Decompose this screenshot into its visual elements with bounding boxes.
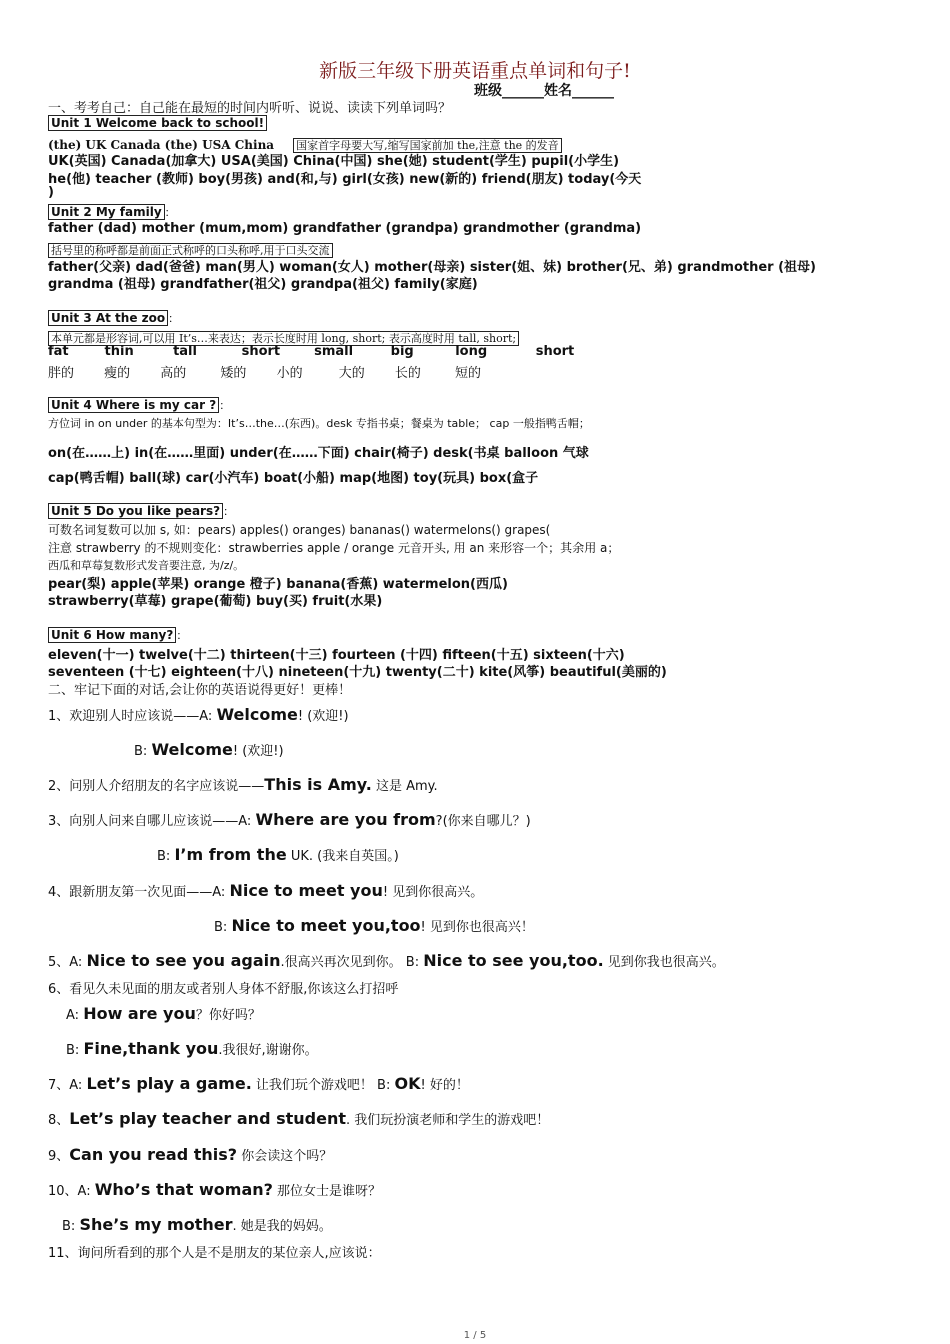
dialog-2-english: This is Amy. [264,775,372,794]
unit4-colon: ： [219,399,231,412]
unit3-title: Unit 3 At the zoo [48,310,168,326]
dialog-6a [66,1004,261,1023]
dialog-7-prefix: 7、A: [48,1078,87,1093]
adj-meaning: 高的 [160,366,187,381]
dialog-1a-prefix: 1、欢迎别人时应该说——A: [48,709,217,724]
unit2-words-2: grandma (祖母) grandfather(祖父) grandpa(祖父) family(家庭) [48,277,478,292]
unit6-colon: ： [176,629,188,642]
dialog-1a-suffix: ! (欢迎!) [297,709,349,724]
dialog-3a-english: Where are you from [255,810,436,829]
dialog-1a [48,705,349,724]
dialog-4b [214,916,534,935]
unit3-colon: ： [168,312,180,325]
adj-meaning: 小的 [276,366,303,381]
dialog-3b-suffix: UK. (我来自英国。) [286,849,399,864]
dialog-3a-suffix: ?(你来自哪儿？) [435,814,531,829]
dialog-6b [66,1039,318,1058]
dialog-6a-prefix: A: [66,1008,84,1023]
dialog-3a-prefix: 3、向别人问来自哪儿应该说——A: [48,814,256,829]
unit1-note: 国家首字母要大写,缩写国家前加 the,注意 the 的发音 [293,138,562,153]
dialog-4a-prefix: 4、跟新朋友第一次见面——A: [48,885,230,900]
dialog-8 [48,1109,549,1128]
dialog-6a-suffix: ？你好吗？ [195,1008,261,1023]
dialog-4b-suffix: ! 见到你也很高兴！ [420,920,534,935]
page-number: 1 / 5 [463,1330,487,1341]
unit3-meanings [48,362,481,381]
unit1-words-2: he(他) teacher (教师) boy(男孩) and(和,与) girl(女孩) new(新的) friend(朋友) today(今天 [48,172,642,187]
unit6-title: Unit 6 How many? [48,627,176,643]
unit3-adjectives [48,344,574,359]
dialog-7 [48,1074,469,1093]
dialog-3b-english: I’m from the [174,845,287,864]
dialog-4a-suffix: ! 见到你很高兴。 [382,885,484,900]
dialog-5-suffix: 见到你我也很高兴。 [603,955,725,970]
adj-meaning: 短的 [454,366,481,381]
dialog-8-prefix: 8、 [48,1113,70,1128]
part1-heading: 一、考考自己：自己能在最短的时间内听听、说说、读读下列单词吗？ [48,101,452,116]
unit1-words-3: ) [48,185,54,200]
dialog-10a-english: Who’s that woman? [94,1180,273,1199]
unit5-words-2: strawberry(草莓) grape(葡萄) buy(买) fruit(水果) [48,594,383,609]
unit3-note: 本单元都是形容词,可以用 It’s…来表达；表示长度时用 long, short; 表示高度时用 tall, short; [48,331,519,346]
dialog-2 [48,775,438,794]
adj-word: short [535,344,575,359]
unit1-title: Unit 1 Welcome back to school! [48,115,267,131]
dialog-6-text: 6、看见久未见面的朋友或者别人身体不舒服,你该这么打招呼 [48,982,399,997]
unit2-title: Unit 2 My family [48,204,165,220]
adj-meaning: 矮的 [220,366,247,381]
adj-word: small [314,344,354,359]
adj-word: big [390,344,414,359]
dialog-9-suffix: 你会读这个吗？ [237,1149,333,1164]
page-title: 新版三年级下册英语重点单词和句子! [319,60,631,82]
part2-heading: 二、牢记下面的对话,会让你的英语说得更好！更棒！ [48,683,352,698]
dialog-6b-prefix: B: [66,1043,84,1058]
dialog-10b [62,1215,332,1234]
unit5-colon: ： [223,505,235,518]
unit1-words-1: UK(英国) Canada(加拿大) USA(美国) China(中国) she(她) student(学生) pupil(小学生) [48,154,620,169]
dialog-4b-prefix: B: [214,920,232,935]
dialog-9-prefix: 9、 [48,1149,70,1164]
adj-meaning: 长的 [394,366,421,381]
dialog-5-middle: .很高兴再次见到你。 B: [280,955,424,970]
dialog-5-prefix: 5、A: [48,955,87,970]
dialog-9 [48,1145,332,1164]
dialog-7-english-b: OK [394,1074,421,1093]
dialog-2-prefix: 2、问别人介绍朋友的名字应该说—— [48,779,265,794]
adj-word: thin [104,344,134,359]
unit5-note-2: 注意 strawberry 的不规则变化：strawberries apple / orange 元音开头, 用 an 来形容一个；其余用 a； [48,541,620,555]
dialog-7-english-a: Let’s play a game. [86,1074,252,1093]
unit5-words-1: pear(梨) apple(苹果) orange 橙子) banana(香蕉) watermelon(西瓜) [48,577,508,592]
unit4-words-2: cap(鸭舌帽) ball(球) car(小汽车) boat(小船) map(地图) toy(玩具) box(盒子 [48,471,539,486]
unit4-note: 方位词 in on under 的基本句型为：It’s…the…(东西)。desk 专指书桌；餐桌为 table； cap 一般指鸭舌帽； [48,417,590,430]
dialog-1a-english: Welcome [216,705,298,724]
dialog-3a [48,810,531,829]
unit6-words-2: seventeen (十七) eighteen(十八) nineteen(十九) twenty(二十) kite(风筝) beautiful(美丽的) [48,665,667,680]
dialog-4b-english: Nice to meet you,too [231,916,421,935]
unit5-note-3: 西瓜和草莓复数形式发音要注意, 为/z/。 [48,559,245,572]
dialog-7-middle: 让我们玩个游戏吧！ B: [251,1078,395,1093]
class-name-line: 班级______姓名______ [474,83,614,99]
adj-meaning: 大的 [338,366,365,381]
unit5-title: Unit 5 Do you like pears? [48,503,223,519]
dialog-10b-english: She’s my mother [79,1215,233,1234]
unit2-colon: ： [164,206,176,219]
dialog-1b [134,740,284,759]
dialog-10a-prefix: 10、A: [48,1184,95,1199]
dialog-6a-english: How are you [83,1004,196,1023]
dialog-2-suffix: 这是 Amy. [371,779,438,794]
dialog-11-text: 11、询问所看到的那个人是不是朋友的某位亲人,应该说： [48,1246,381,1261]
dialog-5 [48,951,725,970]
adj-word: tall [173,344,197,359]
dialog-8-english: Let’s play teacher and student [69,1109,346,1128]
dialog-5-english-b: Nice to see you,too. [423,951,604,970]
dialog-1b-suffix: ! (欢迎!) [232,744,284,759]
unit2-pairs: father (dad) mother (mum,mom) grandfather (grandpa) grandmother (grandma) [48,221,642,236]
dialog-10a [48,1180,381,1199]
dialog-9-english: Can you read this? [69,1145,238,1164]
adj-meaning: 瘦的 [104,366,131,381]
adj-word: fat [48,344,69,359]
adj-meaning: 胖的 [48,366,75,381]
adj-word: short [241,344,281,359]
dialog-1b-english: Welcome [151,740,233,759]
dialog-10b-prefix: B: [62,1219,80,1234]
dialog-4a [48,881,483,900]
unit2-words-1: father(父亲) dad(爸爸) man(男人) woman(女人) mother(母亲) sister(姐、妹) brother(兄、弟) grandmother (祖母) [48,260,816,275]
dialog-8-suffix: . 我们玩扮演老师和学生的游戏吧！ [346,1113,550,1128]
unit5-note-1: 可数名词复数可以加 s, 如：pears) apples() oranges) bananas() watermelons() grapes( [48,523,551,537]
dialog-6b-english: Fine,thank you [83,1039,219,1058]
dialog-6b-suffix: .我很好,谢谢你。 [218,1043,318,1058]
dialog-7-suffix: ! 好的！ [420,1078,469,1093]
dialog-3b-prefix: B: [157,849,175,864]
dialog-10a-suffix: 那位女士是谁呀？ [272,1184,382,1199]
dialog-4a-english: Nice to meet you [229,881,383,900]
dialog-5-english-a: Nice to see you again [86,951,281,970]
unit4-words-1: on(在……上) in(在……里面) under(在……下面) chair(椅子) desk(书桌 balloon 气球 [48,446,589,461]
dialog-1b-prefix: B: [134,744,152,759]
dialog-10b-suffix: . 她是我的妈妈。 [232,1219,332,1234]
unit4-title: Unit 4 Where is my car ? [48,397,219,413]
unit6-words-1: eleven(十一) twelve(十二) thirteen(十三) fourteen (十四) fifteen(十五) sixteen(十六) [48,648,625,663]
unit2-note: 括号里的称呼都是前面正式称呼的口头称呼,用于口头交流 [48,243,333,258]
unit1-countries: (the) UK Canada (the) USA China [48,138,275,152]
dialog-3b [157,845,399,864]
adj-word: long [455,344,488,359]
